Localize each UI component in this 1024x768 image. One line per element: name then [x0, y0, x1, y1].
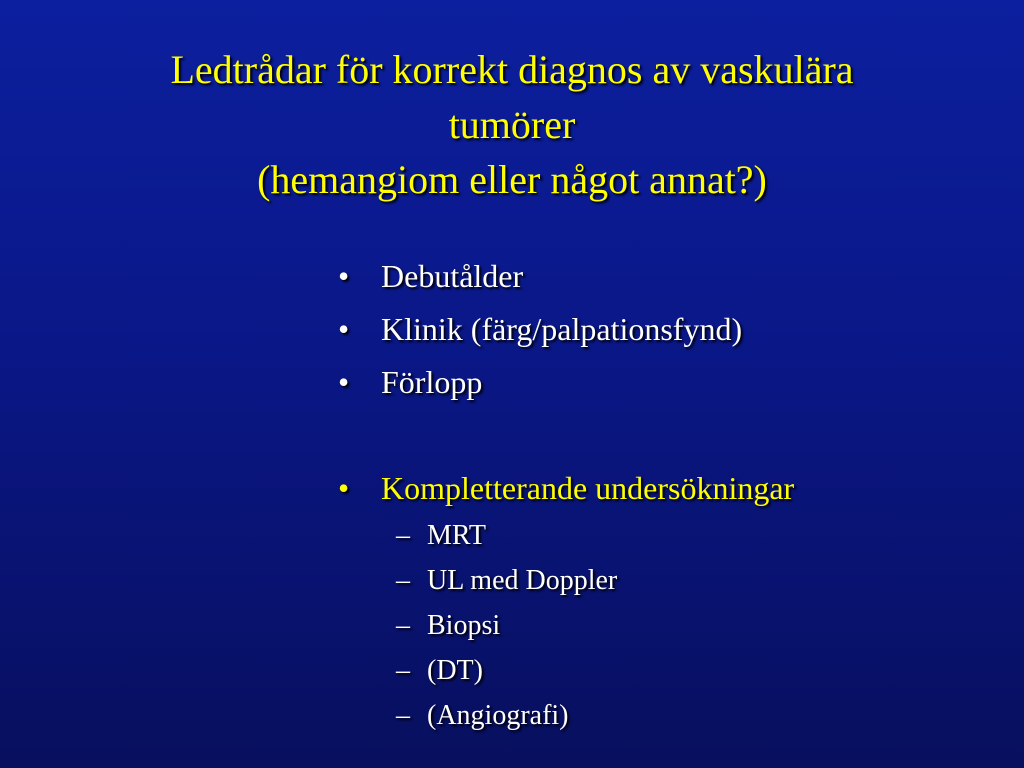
- bullet-text: Debutålder: [381, 258, 524, 294]
- bullet-item-forlopp: [338, 358, 1018, 411]
- sub-item-text: (DT): [427, 655, 483, 686]
- bullet-dot-icon: •: [338, 311, 350, 347]
- dash-icon: –: [396, 655, 410, 686]
- sub-item-dt: [338, 652, 1018, 697]
- sub-item-mrt: [338, 517, 1018, 562]
- sub-item-text: Biopsi: [427, 610, 501, 641]
- bullet-text: Kompletterande undersökningar: [381, 470, 795, 506]
- dash-icon: –: [396, 565, 410, 596]
- slide-title: [60, 42, 964, 207]
- dash-icon: –: [396, 520, 410, 551]
- dash-icon: –: [396, 610, 410, 641]
- title-line-1: Ledtrådar för korrekt diagnos av vaskulära: [170, 47, 854, 92]
- sub-item-ul-med-doppler: [338, 562, 1018, 607]
- bullet-item-debutalder: [338, 252, 1018, 305]
- title-line-3: (hemangiom eller något annat?): [257, 157, 767, 202]
- dash-icon: –: [396, 700, 410, 731]
- sub-item-text: (Angiografi): [427, 700, 569, 731]
- bullet-text: Klinik (färg/palpationsfynd): [381, 311, 743, 347]
- bullet-dot-icon: •: [338, 258, 350, 294]
- bullet-dot-icon: •: [338, 364, 350, 400]
- title-line-2: tumörer: [448, 102, 576, 147]
- sub-item-text: UL med Doppler: [427, 565, 618, 596]
- bullet-item-klinik: [338, 305, 1018, 358]
- bullet-text: Förlopp: [381, 364, 483, 400]
- bullet-dot-icon: •: [338, 470, 350, 506]
- sub-item-text: MRT: [427, 520, 486, 551]
- sub-item-angiografi: [338, 697, 1018, 742]
- bullet-item-kompletterande: [338, 464, 1018, 517]
- bullet-list: [338, 252, 1018, 742]
- sub-item-biopsi: [338, 607, 1018, 652]
- bullet-spacer: [338, 411, 1018, 464]
